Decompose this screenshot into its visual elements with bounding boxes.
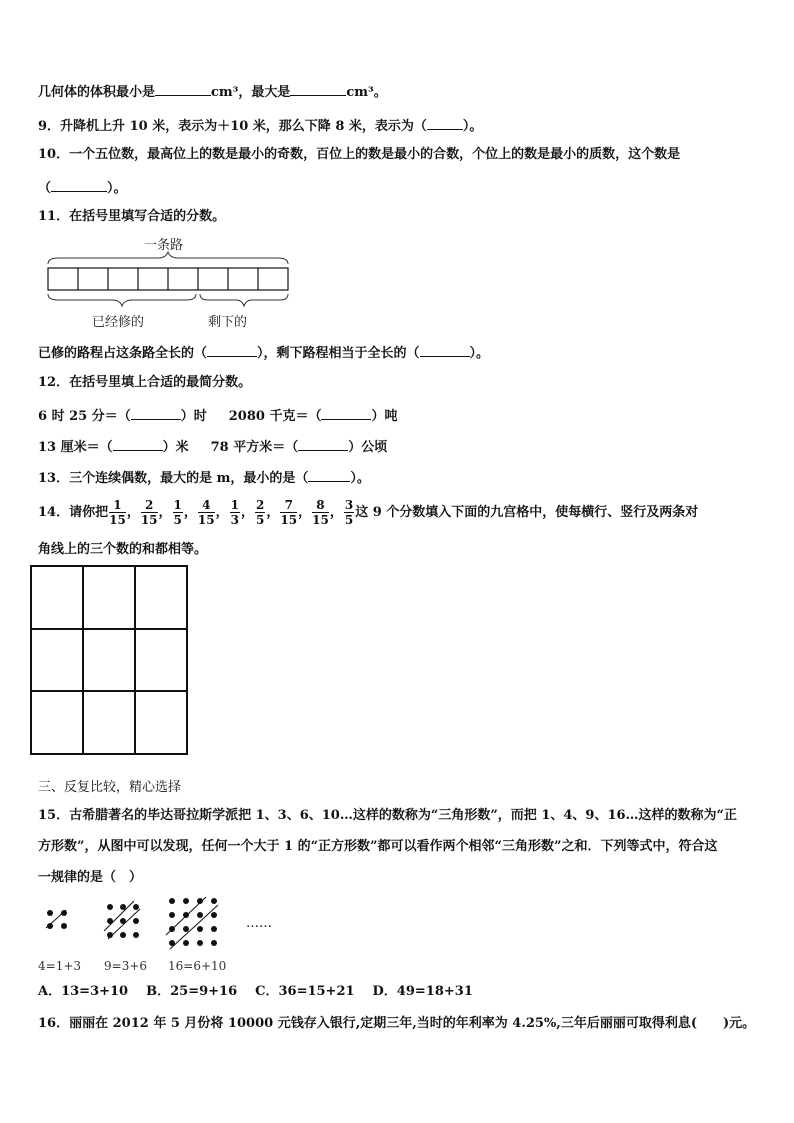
option-d[interactable]: D．49=18+31 bbox=[372, 984, 473, 999]
question-text: 已修的路程占这条路全长的（ bbox=[38, 346, 208, 361]
fraction-numerator: 1 bbox=[230, 498, 239, 512]
grid-cell[interactable] bbox=[135, 691, 187, 754]
road-segment-dividers bbox=[78, 268, 258, 290]
question-text: 三个连续偶数，最大的是 m，最小的是（ bbox=[69, 471, 309, 486]
question-text-post: 这 9 个分数填入下面的九宫格中，使每横行、竖行及两条对 bbox=[355, 505, 699, 520]
q-prev-line bbox=[38, 82, 387, 101]
paren-open: （ bbox=[38, 181, 52, 196]
fig-label-1: 4=1+3 bbox=[38, 959, 82, 973]
fraction bbox=[173, 498, 183, 527]
fraction-numerator: 7 bbox=[280, 498, 297, 513]
question-text: 一个五位数，最高位上的数是最小的奇数，百位上的数是最小的合数，个位上的数是最小的质数，这个数是 bbox=[69, 147, 681, 162]
question-number: 13． bbox=[38, 471, 70, 486]
fraction-denominator: 15 bbox=[280, 513, 298, 527]
question-15-options bbox=[38, 984, 473, 1000]
grid-cell[interactable] bbox=[83, 691, 135, 754]
question-number: 12． bbox=[38, 375, 70, 390]
top-brace bbox=[48, 252, 288, 264]
fraction bbox=[198, 498, 215, 527]
remaining-label: 剩下的 bbox=[208, 315, 248, 330]
answer-blank[interactable] bbox=[131, 406, 181, 420]
question-text-end: ）。 bbox=[350, 471, 370, 486]
fraction-separator: ， bbox=[241, 505, 255, 520]
magic-square-grid bbox=[30, 565, 188, 755]
ellipsis: …… bbox=[246, 916, 272, 931]
square-2x2 bbox=[46, 910, 67, 929]
grid-cell[interactable] bbox=[135, 566, 187, 629]
square-4x4 bbox=[166, 897, 218, 949]
fraction-separator: ， bbox=[183, 505, 197, 520]
question-number: 15． bbox=[38, 808, 70, 823]
square-numbers-figure bbox=[38, 895, 278, 950]
conversion-a-unit: ）时 bbox=[180, 409, 207, 424]
fraction-denominator: 5 bbox=[173, 513, 182, 527]
question-10 bbox=[38, 147, 680, 163]
grid-cell[interactable] bbox=[135, 629, 187, 692]
question-number: 16． bbox=[38, 1016, 70, 1031]
question-13 bbox=[38, 468, 370, 487]
question-text: 古希腊著名的毕达哥拉斯学派把 1、3、6、10…这样的数称为“三角形数”，而把 1、4、9、16…这样的数称为“正 bbox=[69, 808, 738, 823]
question-16 bbox=[38, 1016, 755, 1032]
question-12-row1 bbox=[38, 406, 397, 425]
answer-blank[interactable] bbox=[51, 178, 107, 192]
question-text-end: ）。 bbox=[469, 346, 490, 361]
question-text: 在括号里填写合适的分数。 bbox=[69, 209, 226, 224]
answer-blank[interactable] bbox=[155, 82, 211, 96]
grid-cell[interactable] bbox=[31, 691, 83, 754]
answer-blank[interactable] bbox=[321, 406, 371, 420]
fraction bbox=[230, 498, 240, 527]
question-number: 10． bbox=[38, 147, 70, 162]
fraction-denominator: 3 bbox=[230, 513, 239, 527]
answer-blank[interactable] bbox=[290, 82, 346, 96]
fraction-numerator: 3 bbox=[344, 498, 354, 512]
grid-cell[interactable] bbox=[83, 566, 135, 629]
q-prev-unit2: cm³。 bbox=[346, 85, 387, 100]
conversion-d-unit: ）公顷 bbox=[348, 440, 388, 455]
answer-blank[interactable] bbox=[427, 116, 463, 130]
conversion-c-unit: ）米 bbox=[162, 440, 189, 455]
answer-blank[interactable] bbox=[113, 437, 163, 451]
option-b[interactable]: B．25=9+16 bbox=[146, 984, 238, 999]
q-prev-unit1: cm³，最大是 bbox=[211, 85, 291, 100]
fraction-denominator: 15 bbox=[109, 513, 126, 527]
option-a[interactable]: A．13=3+10 bbox=[38, 984, 129, 999]
fraction-separator: ， bbox=[329, 505, 343, 520]
fraction-denominator: 15 bbox=[197, 513, 215, 527]
question-14-line2 bbox=[38, 542, 207, 558]
fraction-numerator: 1 bbox=[109, 498, 126, 513]
question-text: 请你把 bbox=[69, 505, 109, 520]
answer-blank[interactable] bbox=[298, 437, 348, 451]
grid-cell[interactable] bbox=[31, 566, 83, 629]
fraction bbox=[141, 498, 158, 527]
fraction bbox=[344, 498, 354, 527]
fig-label-3: 16=6+10 bbox=[168, 959, 227, 973]
question-10-line2 bbox=[38, 178, 127, 197]
fraction-list bbox=[108, 498, 355, 527]
conversion-b: 2080 千克＝（ bbox=[228, 409, 322, 424]
fraction bbox=[312, 498, 329, 527]
option-c[interactable]: C．36=15+21 bbox=[255, 984, 355, 999]
built-label: 已经修的 bbox=[92, 315, 145, 330]
question-text-end: ）。 bbox=[462, 119, 483, 134]
question-text: 角线上的三个数的和都相等。 bbox=[38, 542, 208, 557]
answer-blank[interactable] bbox=[308, 468, 350, 482]
fraction bbox=[280, 498, 297, 527]
question-15-line3: 一规律的是（ ） bbox=[38, 870, 143, 885]
fraction-numerator: 8 bbox=[312, 498, 329, 513]
left-brace bbox=[48, 294, 196, 306]
answer-blank[interactable] bbox=[207, 343, 257, 357]
question-text-mid: ），剩下路程相当于全长的（ bbox=[257, 346, 420, 361]
fraction-numerator: 4 bbox=[198, 498, 215, 513]
road-label: 一条路 bbox=[144, 238, 184, 253]
question-11 bbox=[38, 209, 225, 225]
conversion-d: 78 平方米＝（ bbox=[210, 440, 299, 455]
question-9 bbox=[38, 116, 482, 135]
fraction-denominator: 15 bbox=[140, 513, 158, 527]
fraction bbox=[255, 498, 265, 527]
square-3x3 bbox=[104, 901, 140, 939]
answer-blank[interactable] bbox=[420, 343, 470, 357]
fraction-separator: ， bbox=[266, 505, 280, 520]
conversion-c: 13 厘米＝（ bbox=[38, 440, 113, 455]
paren-close: ）。 bbox=[107, 181, 127, 196]
question-15-line2: 方形数”，从图中可以发现，任何一个大于 1 的“正方形数”都可以看作两个相邻“三角形数”之和．下列等式中，符合这 bbox=[38, 839, 718, 854]
fraction-numerator: 2 bbox=[256, 498, 265, 512]
fraction-numerator: 2 bbox=[141, 498, 158, 513]
conversion-a: 6 时 25 分＝（ bbox=[38, 409, 131, 424]
question-text: 升降机上升 10 米，表示为＋10 米，那么下降 8 米，表示为（ bbox=[60, 119, 427, 134]
grid-cell[interactable] bbox=[83, 629, 135, 692]
fraction-numerator: 1 bbox=[173, 498, 182, 512]
question-14 bbox=[38, 494, 698, 532]
q-prev-text: 几何体的体积最小是 bbox=[38, 85, 156, 100]
question-12-row2 bbox=[38, 437, 387, 456]
question-text: 丽丽在 2012 年 5 月份将 10000 元钱存入银行,定期三年,当时的年利率为 4.25%,三年后丽丽可取得利息( )元。 bbox=[69, 1016, 756, 1031]
fraction-denominator: 15 bbox=[312, 513, 329, 527]
fraction bbox=[109, 498, 126, 527]
section-title: 三、反复比较，精心选择 bbox=[38, 780, 182, 795]
fraction-separator: ， bbox=[158, 505, 172, 520]
fraction-separator: ， bbox=[298, 505, 312, 520]
question-number: 9． bbox=[38, 119, 61, 134]
question-number: 11． bbox=[38, 209, 70, 224]
fig-label-2: 9=3+6 bbox=[104, 959, 148, 973]
question-12 bbox=[38, 375, 251, 391]
right-brace bbox=[200, 294, 288, 306]
grid-cell[interactable] bbox=[31, 629, 83, 692]
question-15 bbox=[38, 808, 737, 824]
fraction-denominator: 5 bbox=[256, 513, 265, 527]
question-number: 14． bbox=[38, 505, 70, 520]
question-11-blanks bbox=[38, 343, 489, 362]
conversion-b-unit: ）吨 bbox=[371, 409, 398, 424]
fraction-separator: ， bbox=[126, 505, 140, 520]
question-text: 在括号里填上合适的最简分数。 bbox=[69, 375, 252, 390]
fraction-denominator: 5 bbox=[344, 513, 354, 527]
fraction-separator: ， bbox=[215, 505, 229, 520]
